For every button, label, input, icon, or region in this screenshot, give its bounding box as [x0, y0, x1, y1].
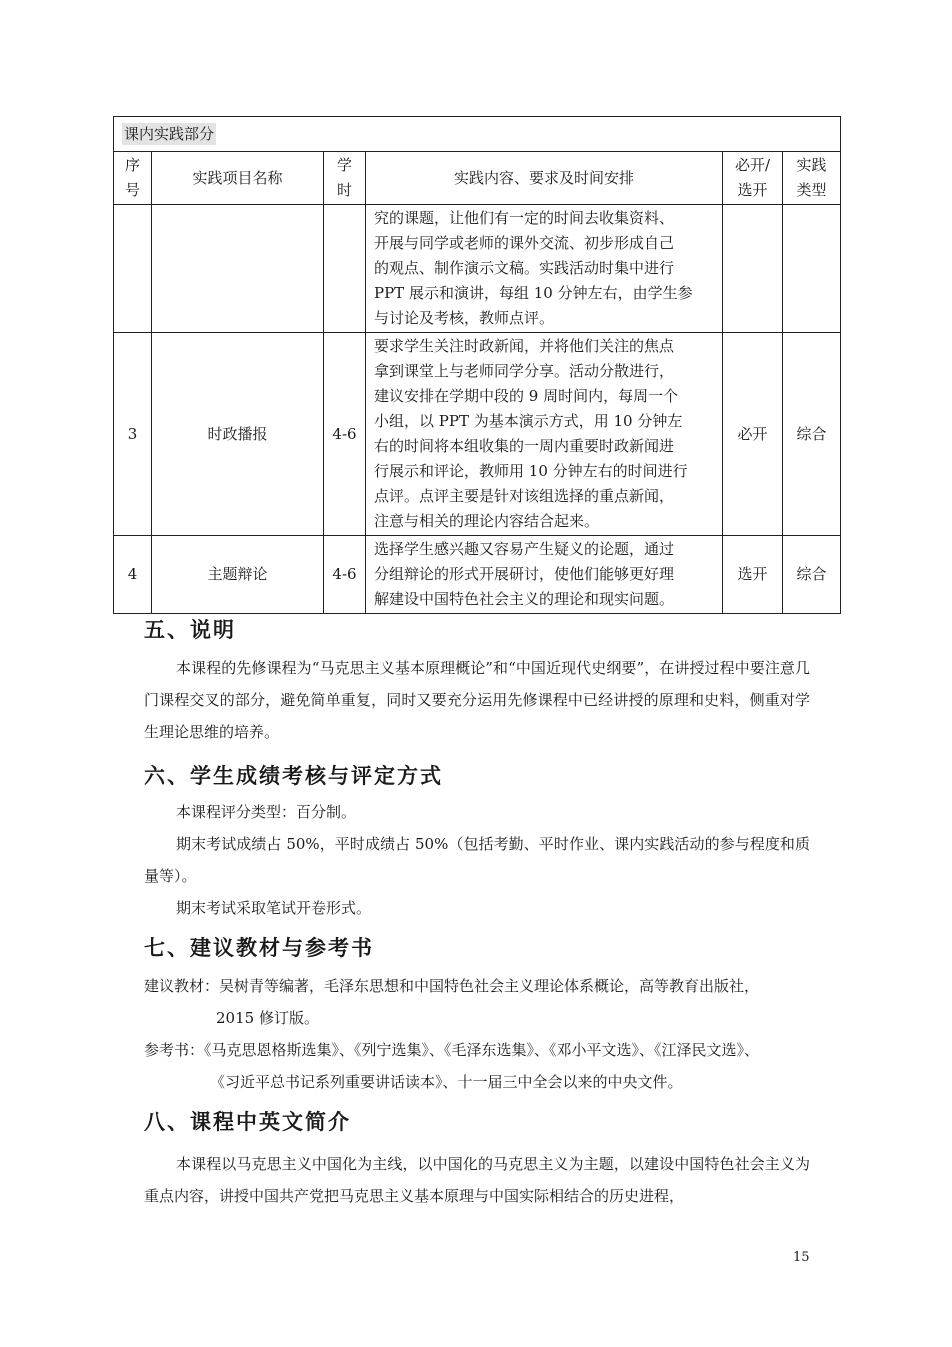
row-type: 综合 [783, 536, 841, 614]
row-no [114, 205, 152, 333]
textbook-line-cont: 2015 修订版。 [216, 1009, 319, 1027]
header-no: 序 号 [114, 152, 152, 205]
references-line: 参考书：《马克思恩格斯选集》、《列宁选集》、《毛泽东选集》、《邓小平文选》、《江泽民文选》、 [144, 1041, 760, 1059]
row-hours: 4-6 [324, 333, 366, 536]
section-6-paragraph-1: 本课程评分类型：百分制。 [176, 803, 357, 821]
section-6-paragraph-2: 期末考试成绩占 50%，平时成绩占 50%（包括考勤、平时作业、课内实践活动的参与程度和质量等）。 [144, 835, 810, 885]
header-hours: 学 时 [324, 152, 366, 205]
row-no: 4 [114, 536, 152, 614]
table-header-row [114, 152, 841, 205]
row-content: 究的课题，让他们有一定的时间去收集资料、 开展与同学或老师的课外交流、初步形成自己 的观点、制作演示文稿。实践活动时集中进行 PPT 展示和演讲，每组 10 分钟左右，由学生参 与讨论及考核，教师点评。 [366, 205, 723, 333]
table-caption: 课内实践部分 [124, 124, 215, 143]
row-name [152, 205, 324, 333]
row-content: 要求学生关注时政新闻，并将他们关注的焦点 拿到课堂上与老师同学分享。活动分散进行， 建议安排在学期中段的 9 周时间内，每周一个 小组，以 PPT 为基本演示方式，用 10 分钟左 右的时间将本组收集的一周内重要时政新闻进 行展示和评论，教师用 10 分钟左右的时间进行 点评。点评主要是针对该组选择的重点新闻， 注意与相关的理论内容结合起来。 [366, 333, 723, 536]
row-hours: 4-6 [324, 536, 366, 614]
row-type [783, 205, 841, 333]
table-row [114, 536, 841, 614]
section-6-heading: 六、学生成绩考核与评定方式 [144, 764, 443, 788]
row-name: 时政播报 [152, 333, 324, 536]
section-5-heading: 五、说明 [144, 618, 236, 642]
table-row [114, 333, 841, 536]
row-name: 主题辩论 [152, 536, 324, 614]
row-hours [324, 205, 366, 333]
row-required: 选开 [723, 536, 783, 614]
table-caption-row [114, 117, 841, 152]
section-6-paragraph-3: 期末考试采取笔试开卷形式。 [176, 899, 372, 917]
row-required [723, 205, 783, 333]
table-row [114, 205, 841, 333]
page-number: 15 [793, 1250, 810, 1265]
row-required: 必开 [723, 333, 783, 536]
row-no: 3 [114, 333, 152, 536]
section-8-heading: 八、课程中英文简介 [144, 1110, 351, 1134]
header-type: 实践 类型 [783, 152, 841, 205]
section-8-paragraph: 本课程以马克思主义中国化为主线，以中国化的马克思主义为主题，以建设中国特色社会主义为重点内容，讲授中国共产党把马克思主义基本原理与中国实际相结合的历史进程， [144, 1155, 810, 1205]
header-content: 实践内容、要求及时间安排 [366, 152, 723, 205]
row-type: 综合 [783, 333, 841, 536]
section-7-heading: 七、建议教材与参考书 [144, 936, 374, 960]
references-line-cont: 《习近平总书记系列重要讲话读本》、十一届三中全会以来的中央文件。 [210, 1073, 683, 1091]
textbook-line: 建议教材：吴树青等编著，毛泽东思想和中国特色社会主义理论体系概论，高等教育出版社， [144, 977, 760, 995]
header-name: 实践项目名称 [152, 152, 324, 205]
header-required: 必开/ 选开 [723, 152, 783, 205]
practice-table [113, 116, 841, 614]
row-content: 选择学生感兴趣又容易产生疑义的论题，通过 分组辩论的形式开展研讨，使他们能够更好理 解建设中国特色社会主义的理论和现实问题。 [366, 536, 723, 614]
section-5-paragraph: 本课程的先修课程为“马克思主义基本原理概论”和“中国近现代史纲要”，在讲授过程中要注意几门课程交叉的部分，避免简单重复，同时又要充分运用先修课程中已经讲授的原理和史料，侧重对学生理论思维的培养。 [144, 659, 810, 741]
